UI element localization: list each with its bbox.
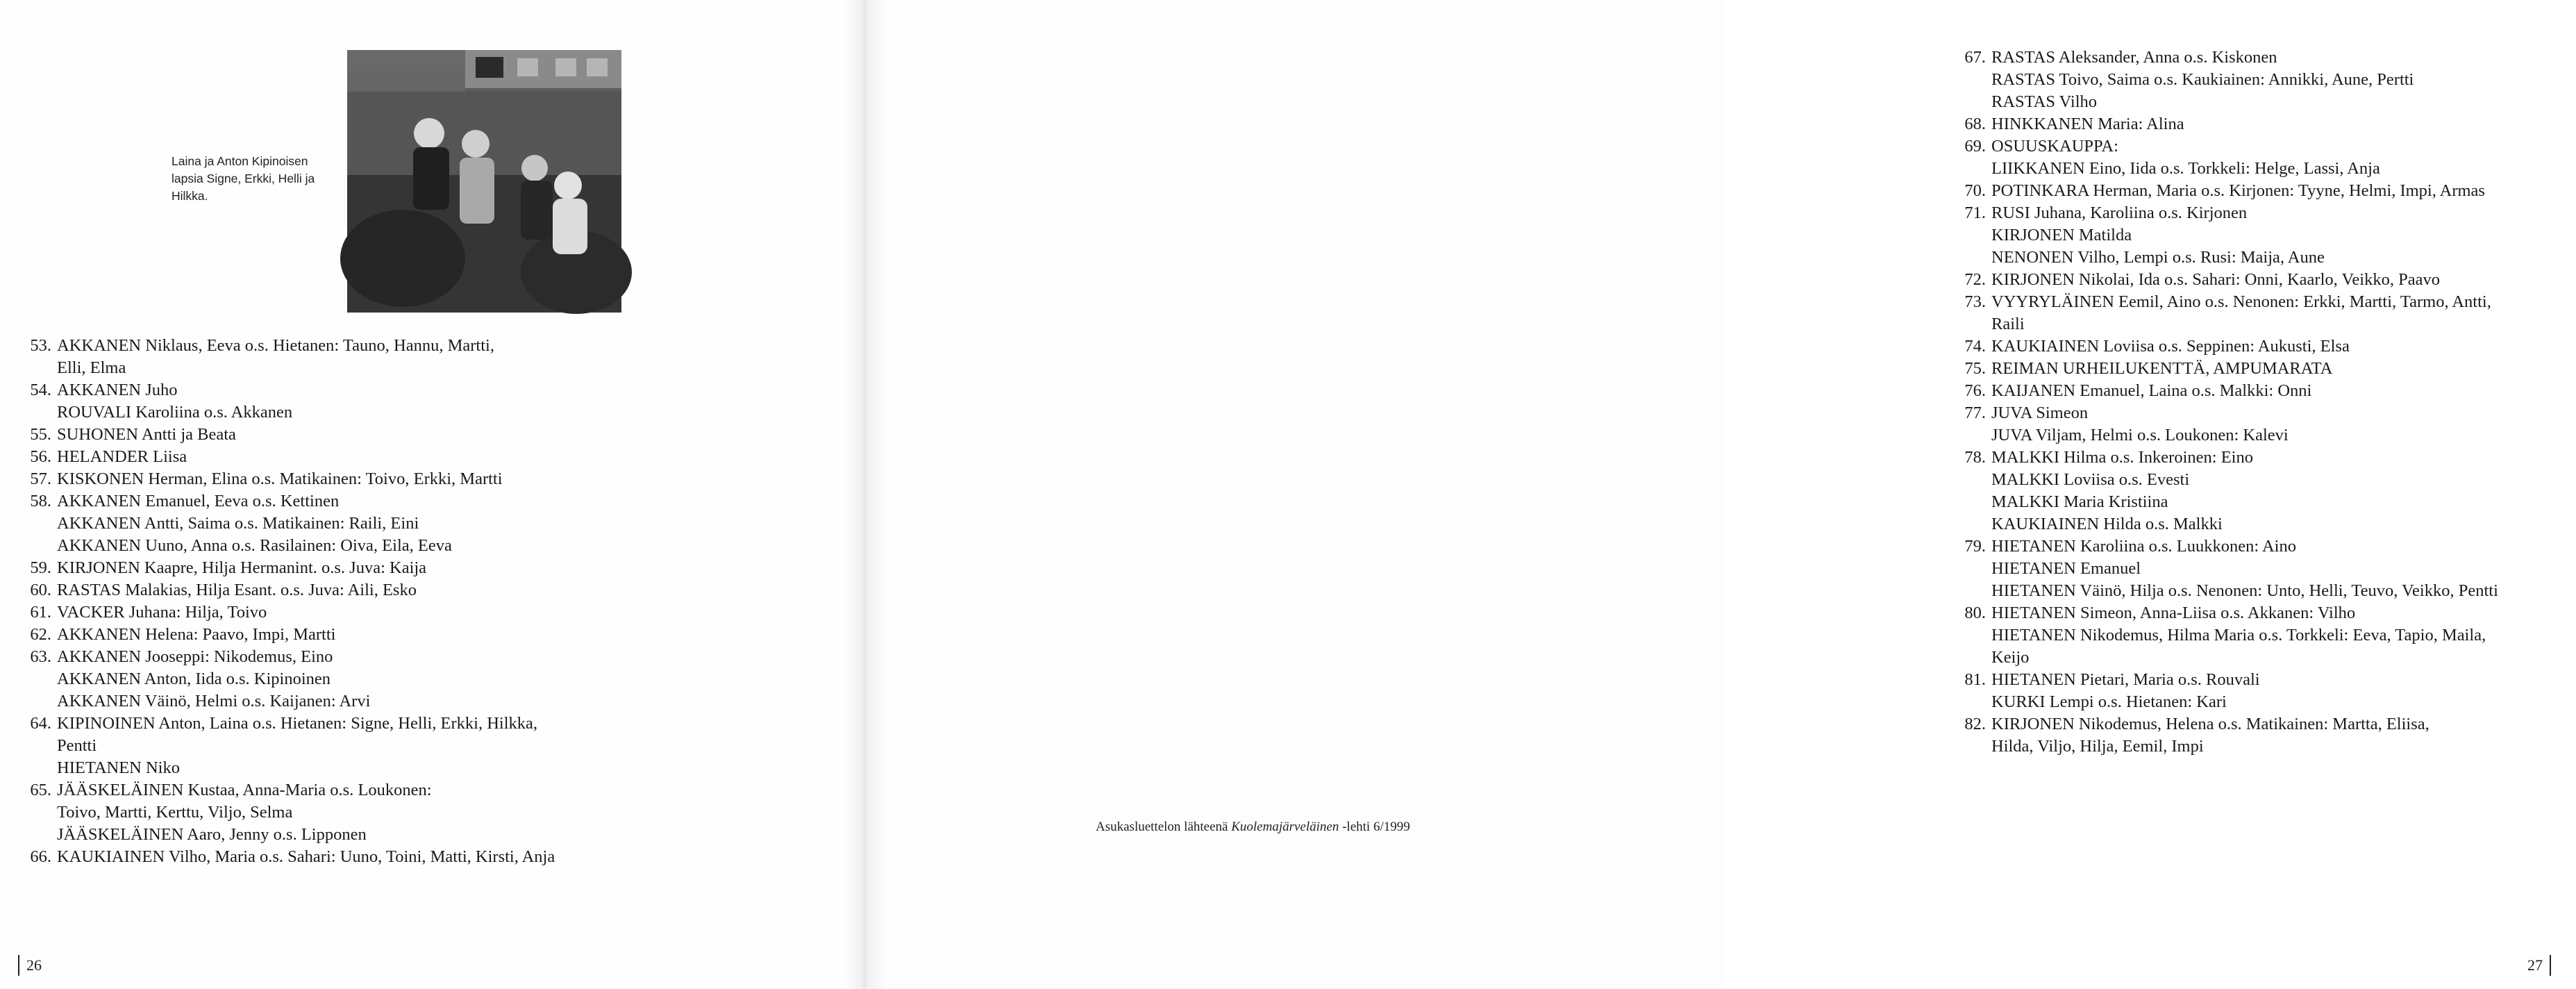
right-page bbox=[861, 0, 2543, 989]
resident-list-right bbox=[1951, 47, 2576, 758]
entry-text: KIRJONEN Matilda bbox=[1991, 226, 2132, 244]
entry-text: HIETANEN Emanuel bbox=[1991, 559, 2141, 578]
entry-text: AKKANEN Helena: Paavo, Impi, Martti bbox=[57, 625, 336, 644]
list-item-continuation bbox=[1951, 624, 2576, 647]
list-item bbox=[1951, 135, 2576, 158]
entry-number: 64. bbox=[30, 714, 51, 733]
entry-text: RASTAS Malakias, Hilja Esant. o.s. Juva: Aili, Esko bbox=[57, 581, 417, 599]
entry-text: AKKANEN Antti, Saima o.s. Matikainen: Raili, Eini bbox=[57, 514, 419, 533]
entry-number: 77. bbox=[1964, 404, 1986, 422]
list-item bbox=[18, 646, 643, 668]
entry-text: RASTAS Aleksander, Anna o.s. Kiskonen bbox=[1991, 48, 2277, 67]
entry-number bbox=[1951, 647, 1991, 669]
entry-text: KAUKIAINEN Loviisa o.s. Seppinen: Aukusti, Elsa bbox=[1991, 337, 2350, 356]
entry-number bbox=[1951, 580, 1991, 602]
entry-number bbox=[18, 401, 57, 424]
list-item bbox=[18, 779, 643, 801]
entry-number: 75. bbox=[1964, 359, 1986, 378]
list-item bbox=[1951, 202, 2576, 224]
list-item bbox=[18, 601, 643, 624]
entry-text: JUVA Simeon bbox=[1991, 404, 2089, 422]
list-item bbox=[18, 557, 643, 579]
entry-text: AKKANEN Emanuel, Eeva o.s. Kettinen bbox=[57, 492, 340, 510]
list-item bbox=[1951, 602, 2576, 624]
entry-number bbox=[18, 757, 57, 779]
entry-number: 78. bbox=[1964, 448, 1986, 467]
list-item-continuation bbox=[1951, 91, 2576, 113]
entry-text: Raili bbox=[1991, 315, 2025, 333]
entry-number bbox=[1951, 158, 1991, 180]
entry-text: AKKANEN Jooseppi: Nikodemus, Eino bbox=[57, 647, 333, 666]
entry-text: OSUUSKAUPPA: bbox=[1991, 137, 2118, 156]
entry-text: JÄÄSKELÄINEN Kustaa, Anna-Maria o.s. Loukonen: bbox=[57, 781, 432, 799]
entry-text: ROUVALI Karoliina o.s. Akkanen bbox=[57, 403, 293, 422]
list-item bbox=[1951, 447, 2576, 469]
list-item-continuation bbox=[1951, 513, 2576, 535]
entry-text: KISKONEN Herman, Elina o.s. Matikainen: Toivo, Erkki, Martti bbox=[57, 469, 503, 488]
entry-number bbox=[1951, 313, 1991, 335]
entry-number bbox=[1951, 735, 1991, 758]
entry-text: AKKANEN Niklaus, Eeva o.s. Hietanen: Tauno, Hannu, Martti, bbox=[57, 336, 494, 355]
entry-text: MALKKI Hilma o.s. Inkeroinen: Eino bbox=[1991, 448, 2253, 467]
entry-text: KIRJONEN Nikolai, Ida o.s. Sahari: Onni, Kaarlo, Veikko, Paavo bbox=[1991, 270, 2440, 289]
list-item bbox=[18, 490, 643, 513]
list-item-continuation bbox=[18, 824, 643, 846]
entry-number: 63. bbox=[30, 647, 51, 666]
entry-text: REIMAN URHEILUKENTTÄ, AMPUMARATA bbox=[1991, 359, 2333, 378]
entry-text: HIETANEN Niko bbox=[57, 758, 180, 777]
entry-text: HIETANEN Väinö, Hilja o.s. Nenonen: Unto, Helli, Teuvo, Veikko, Pentti bbox=[1991, 581, 2498, 600]
list-item-continuation bbox=[18, 757, 643, 779]
list-item-continuation bbox=[1951, 491, 2576, 513]
entry-text: RASTAS Toivo, Saima o.s. Kaukiainen: Annikki, Aune, Pertti bbox=[1991, 70, 2414, 89]
entry-text: HELANDER Liisa bbox=[57, 447, 187, 466]
entry-number: 57. bbox=[30, 469, 51, 488]
list-item bbox=[1951, 669, 2576, 691]
entry-number: 53. bbox=[30, 336, 51, 355]
entry-number bbox=[18, 513, 57, 535]
entry-number bbox=[18, 801, 57, 824]
entry-number bbox=[18, 668, 57, 690]
entry-number bbox=[1951, 69, 1991, 91]
entry-text: POTINKARA Herman, Maria o.s. Kirjonen: Tyyne, Helmi, Impi, Armas bbox=[1991, 181, 2485, 200]
entry-text: HIETANEN Nikodemus, Hilma Maria o.s. Torkkeli: Eeva, Tapio, Maila, bbox=[1991, 626, 2486, 645]
entry-number: 67. bbox=[1964, 48, 1986, 67]
list-item-continuation bbox=[1951, 224, 2576, 247]
list-item bbox=[1951, 291, 2576, 313]
entry-text: KAUKIAINEN Hilda o.s. Malkki bbox=[1991, 515, 2223, 533]
entry-number: 62. bbox=[30, 625, 51, 644]
list-item bbox=[1951, 180, 2576, 202]
list-item bbox=[1951, 380, 2576, 402]
photo-caption: Laina ja Anton Kipinoisen lapsia Signe, Erkki, Helli ja Hilkka. bbox=[172, 154, 315, 203]
list-item bbox=[18, 579, 643, 601]
entry-number: 59. bbox=[30, 558, 51, 577]
entry-number bbox=[1951, 91, 1991, 113]
list-item-continuation bbox=[1951, 313, 2576, 335]
entry-number: 61. bbox=[30, 603, 51, 622]
entry-text: SUHONEN Antti ja Beata bbox=[57, 425, 236, 444]
entry-text: KURKI Lempi o.s. Hietanen: Kari bbox=[1991, 692, 2227, 711]
entry-text: Elli, Elma bbox=[57, 358, 126, 377]
list-item bbox=[18, 424, 643, 446]
list-item bbox=[1951, 535, 2576, 558]
entry-text: HIETANEN Pietari, Maria o.s. Rouvali bbox=[1991, 670, 2260, 689]
entry-number bbox=[18, 735, 57, 757]
entry-text: KIRJONEN Kaapre, Hilja Hermanint. o.s. Juva: Kaija bbox=[57, 558, 427, 577]
entry-number: 72. bbox=[1964, 270, 1986, 289]
entry-number bbox=[18, 535, 57, 557]
entry-number: 80. bbox=[1964, 604, 1986, 622]
list-item-continuation bbox=[1951, 69, 2576, 91]
entry-text: JUVA Viljam, Helmi o.s. Loukonen: Kalevi bbox=[1991, 426, 2289, 444]
entry-text: RASTAS Vilho bbox=[1991, 92, 2098, 111]
list-item-continuation bbox=[1951, 558, 2576, 580]
left-page bbox=[0, 0, 861, 989]
entry-text: KIRJONEN Nikodemus, Helena o.s. Matikainen: Martta, Eliisa, bbox=[1991, 715, 2429, 733]
entry-number bbox=[1951, 624, 1991, 647]
family-photo bbox=[347, 50, 621, 313]
entry-text: Pentti bbox=[57, 736, 97, 755]
source-prefix: Asukasluettelon lähteenä bbox=[1096, 820, 1232, 834]
entry-number: 69. bbox=[1964, 137, 1986, 156]
list-item-continuation bbox=[18, 357, 643, 379]
list-item bbox=[18, 446, 643, 468]
list-item-continuation bbox=[1951, 647, 2576, 669]
source-suffix: -lehti 6/1999 bbox=[1339, 820, 1410, 834]
list-item-continuation bbox=[18, 535, 643, 557]
source-note bbox=[1096, 820, 1410, 835]
entry-number: 79. bbox=[1964, 537, 1986, 556]
entry-number bbox=[1951, 513, 1991, 535]
list-item-continuation bbox=[18, 735, 643, 757]
entry-text: AKKANEN Uuno, Anna o.s. Rasilainen: Oiva, Eila, Eeva bbox=[57, 536, 452, 555]
source-title: Kuolemajärveläinen bbox=[1231, 820, 1339, 834]
entry-number bbox=[18, 357, 57, 379]
entry-number: 58. bbox=[30, 492, 51, 510]
list-item-continuation bbox=[18, 801, 643, 824]
list-item bbox=[18, 379, 643, 401]
photo-image bbox=[347, 50, 621, 313]
entry-number: 70. bbox=[1964, 181, 1986, 200]
entry-number bbox=[1951, 424, 1991, 447]
entry-text: RUSI Juhana, Karoliina o.s. Kirjonen bbox=[1991, 203, 2248, 222]
list-item-continuation bbox=[1951, 424, 2576, 447]
entry-number bbox=[1951, 491, 1991, 513]
entry-number: 60. bbox=[30, 581, 51, 599]
list-item bbox=[1951, 358, 2576, 380]
entry-text: AKKANEN Juho bbox=[57, 381, 178, 399]
list-item bbox=[18, 468, 643, 490]
list-item-continuation bbox=[1951, 247, 2576, 269]
list-item bbox=[18, 846, 643, 868]
list-item bbox=[18, 335, 643, 357]
list-item bbox=[1951, 269, 2576, 291]
entry-text: AKKANEN Väinö, Helmi o.s. Kaijanen: Arvi bbox=[57, 692, 371, 710]
entry-number: 76. bbox=[1964, 381, 1986, 400]
entry-number: 71. bbox=[1964, 203, 1986, 222]
entry-number bbox=[1951, 247, 1991, 269]
entry-number: 65. bbox=[30, 781, 51, 799]
page-number: 27 bbox=[2527, 955, 2551, 976]
entry-text: Toivo, Martti, Kerttu, Viljo, Selma bbox=[57, 803, 293, 822]
entry-text: VACKER Juhana: Hilja, Toivo bbox=[57, 603, 267, 622]
book-gutter bbox=[844, 0, 885, 989]
list-item bbox=[18, 713, 643, 735]
entry-text: VYYRYLÄINEN Eemil, Aino o.s. Nenonen: Erkki, Martti, Tarmo, Antti, bbox=[1991, 292, 2491, 311]
entry-number: 55. bbox=[30, 425, 51, 444]
list-item-continuation bbox=[1951, 691, 2576, 713]
entry-text: Keijo bbox=[1991, 648, 2030, 667]
entry-number bbox=[1951, 558, 1991, 580]
entry-text: MALKKI Loviisa o.s. Evesti bbox=[1991, 470, 2190, 489]
entry-text: AKKANEN Anton, Iida o.s. Kipinoinen bbox=[57, 670, 331, 688]
entry-number bbox=[1951, 691, 1991, 713]
list-item bbox=[1951, 713, 2576, 735]
list-item-continuation bbox=[18, 668, 643, 690]
entry-number: 82. bbox=[1964, 715, 1986, 733]
entry-number: 81. bbox=[1964, 670, 1986, 689]
entry-number: 73. bbox=[1964, 292, 1986, 311]
resident-list-left bbox=[18, 335, 643, 868]
entry-text: KAUKIAINEN Vilho, Maria o.s. Sahari: Uuno, Toini, Matti, Kirsti, Anja bbox=[57, 847, 555, 866]
list-item bbox=[1951, 402, 2576, 424]
entry-number bbox=[1951, 224, 1991, 247]
entry-text: LIIKKANEN Eino, Iida o.s. Torkkeli: Helge, Lassi, Anja bbox=[1991, 159, 2380, 178]
entry-text: KAIJANEN Emanuel, Laina o.s. Malkki: Onni bbox=[1991, 381, 2312, 400]
list-item bbox=[18, 624, 643, 646]
entry-number bbox=[18, 690, 57, 713]
list-item-continuation bbox=[1951, 580, 2576, 602]
entry-number: 68. bbox=[1964, 115, 1986, 133]
entry-text: KIPINOINEN Anton, Laina o.s. Hietanen: Signe, Helli, Erkki, Hilkka, bbox=[57, 714, 538, 733]
entry-text: MALKKI Maria Kristiina bbox=[1991, 492, 2168, 511]
entry-text: HINKKANEN Maria: Alina bbox=[1991, 115, 2184, 133]
list-item-continuation bbox=[1951, 735, 2576, 758]
list-item-continuation bbox=[1951, 158, 2576, 180]
entry-text: Hilda, Viljo, Hilja, Eemil, Impi bbox=[1991, 737, 2204, 756]
entry-text: HIETANEN Simeon, Anna-Liisa o.s. Akkanen: Vilho bbox=[1991, 604, 2356, 622]
entry-text: NENONEN Vilho, Lempi o.s. Rusi: Maija, Aune bbox=[1991, 248, 2325, 267]
list-item bbox=[1951, 335, 2576, 358]
list-item-continuation bbox=[18, 513, 643, 535]
entry-number bbox=[18, 824, 57, 846]
list-item-continuation bbox=[18, 401, 643, 424]
entry-number: 74. bbox=[1964, 337, 1986, 356]
entry-text: HIETANEN Karoliina o.s. Luukkonen: Aino bbox=[1991, 537, 2296, 556]
list-item bbox=[1951, 47, 2576, 69]
entry-number bbox=[1951, 469, 1991, 491]
entry-text: JÄÄSKELÄINEN Aaro, Jenny o.s. Lipponen bbox=[57, 825, 367, 844]
page-number: 26 bbox=[18, 955, 42, 976]
list-item-continuation bbox=[18, 690, 643, 713]
entry-number: 66. bbox=[30, 847, 51, 866]
entry-number: 56. bbox=[30, 447, 51, 466]
list-item-continuation bbox=[1951, 469, 2576, 491]
list-item bbox=[1951, 113, 2576, 135]
entry-number: 54. bbox=[30, 381, 51, 399]
